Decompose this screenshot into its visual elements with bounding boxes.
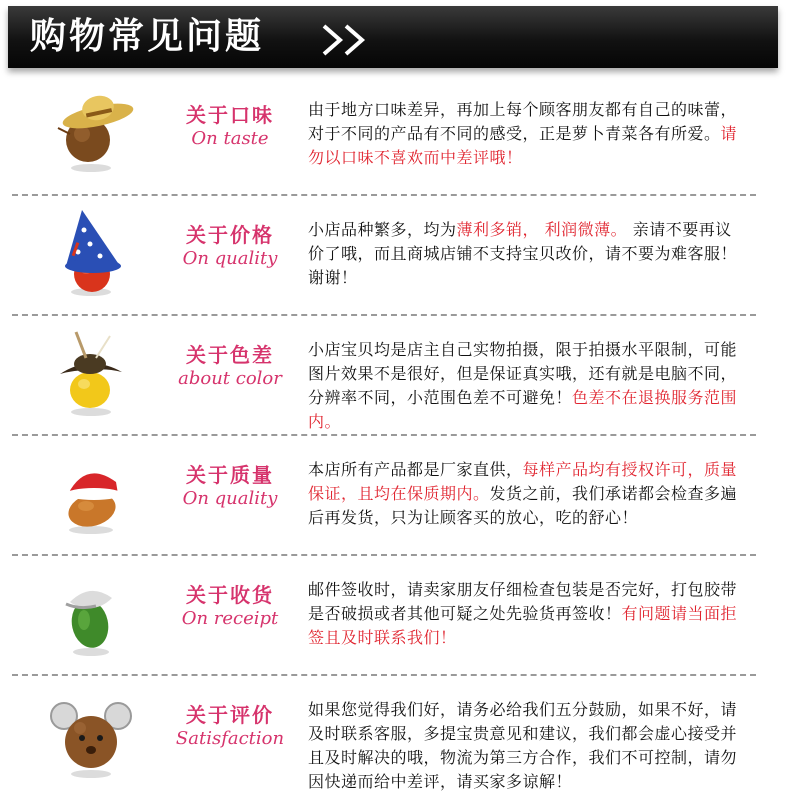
faq-label-en: On taste bbox=[191, 128, 269, 149]
faq-label bbox=[160, 462, 300, 510]
faq-text: 如果您觉得我们好，请务必给我们五分鼓励，如果不好，请及时联系客服，多提宝贵意见和建议，我们都会虚心接受并且及时解决的哦，物流为第三方合作，我们不可控制，请勿因快递而给中差评，请买家多谅解！ bbox=[308, 700, 738, 791]
faq-label bbox=[160, 222, 300, 270]
faq-text: 小店品种繁多，均为 bbox=[308, 220, 457, 239]
faq-label-zh: 关于口味 bbox=[186, 103, 274, 127]
faq-label bbox=[160, 702, 300, 750]
double-chevron-right-icon bbox=[320, 23, 372, 57]
faq-label-zh: 关于收货 bbox=[186, 583, 274, 607]
page-title: 购物常见问题 bbox=[30, 16, 265, 57]
faq-label bbox=[160, 582, 300, 630]
faq-label-en: On quality bbox=[182, 248, 278, 269]
faq-text: 由于地方口味差异，再加上每个顾客朋友都有自己的味蕾，对于不同的产品有不同的感受，正是萝卜青菜各有所爱。 bbox=[308, 100, 738, 143]
faq-row-quality bbox=[12, 436, 756, 556]
faq-description bbox=[308, 698, 748, 794]
faq-row-taste bbox=[12, 76, 756, 196]
faq-row-receipt bbox=[12, 556, 756, 676]
faq-label-zh: 关于色差 bbox=[186, 343, 274, 367]
faq-label-en: On receipt bbox=[181, 608, 279, 629]
mouse-ears-coconut-icon bbox=[46, 688, 136, 778]
faq-text: 邮件签收时，请卖家朋友仔细检查包装是否完好，打包胶带是否破损或者其他可疑之处先验货再签收！ bbox=[308, 580, 738, 623]
santa-hat-potato-icon bbox=[46, 448, 136, 538]
faq-highlight: 色差不在退换服务范围内。 bbox=[308, 388, 738, 431]
faq-label-zh: 关于价格 bbox=[186, 223, 274, 247]
faq-text: 本店所有产品都是厂家直供， bbox=[308, 460, 523, 479]
faq-description bbox=[308, 98, 748, 170]
faq-label bbox=[160, 102, 300, 150]
faq-label-zh: 关于评价 bbox=[186, 703, 274, 727]
feathered-hat-lemon-icon bbox=[46, 328, 136, 418]
faq-description bbox=[308, 578, 748, 650]
cowboy-hat-coconut-icon bbox=[46, 88, 136, 178]
faq-label-en: Satisfaction bbox=[175, 728, 285, 749]
faq-label bbox=[160, 342, 300, 390]
faq-row-price bbox=[12, 196, 756, 316]
faq-label-en: On quality bbox=[182, 488, 278, 509]
faq-text: 小店宝贝均是店主自己实物拍摄，限于拍摄水平限制，可能图片效果不是很好，但是保证真实哦，还有就是电脑不同，分辨率不同，小范围色差不可避免！ bbox=[308, 340, 738, 407]
faq-description bbox=[308, 338, 748, 434]
faq-description bbox=[308, 218, 748, 290]
faq-description bbox=[308, 458, 748, 530]
faq-label-zh: 关于质量 bbox=[186, 463, 274, 487]
faq-row-satisfaction bbox=[12, 676, 756, 794]
faq-row-color bbox=[12, 316, 756, 436]
faq-list bbox=[0, 76, 800, 794]
faq-tail: 亲请不要再议价了哦，而且商城店铺不支持宝贝改价，请不要为难客服！谢谢！ bbox=[308, 220, 738, 287]
faq-highlight: 请勿以口味不喜欢而中差评哦！ bbox=[308, 124, 738, 167]
page-header bbox=[8, 6, 778, 68]
faq-label-en: about color bbox=[178, 368, 282, 389]
capped-avocado-icon bbox=[46, 568, 136, 658]
faq-tail: 发货之前，我们承诺都会检查多遍后再发货，只为让顾客买的放心，吃的舒心！ bbox=[308, 484, 738, 527]
faq-highlight: 薄利多销， 利润微薄。 bbox=[456, 220, 628, 239]
faq-highlight: 每样产品均有授权许可，质量保证，且均在保质期内。 bbox=[308, 460, 738, 503]
wizard-hat-tomato-icon bbox=[46, 208, 136, 298]
faq-highlight: 有问题请当面拒签且及时联系我们！ bbox=[308, 604, 738, 647]
